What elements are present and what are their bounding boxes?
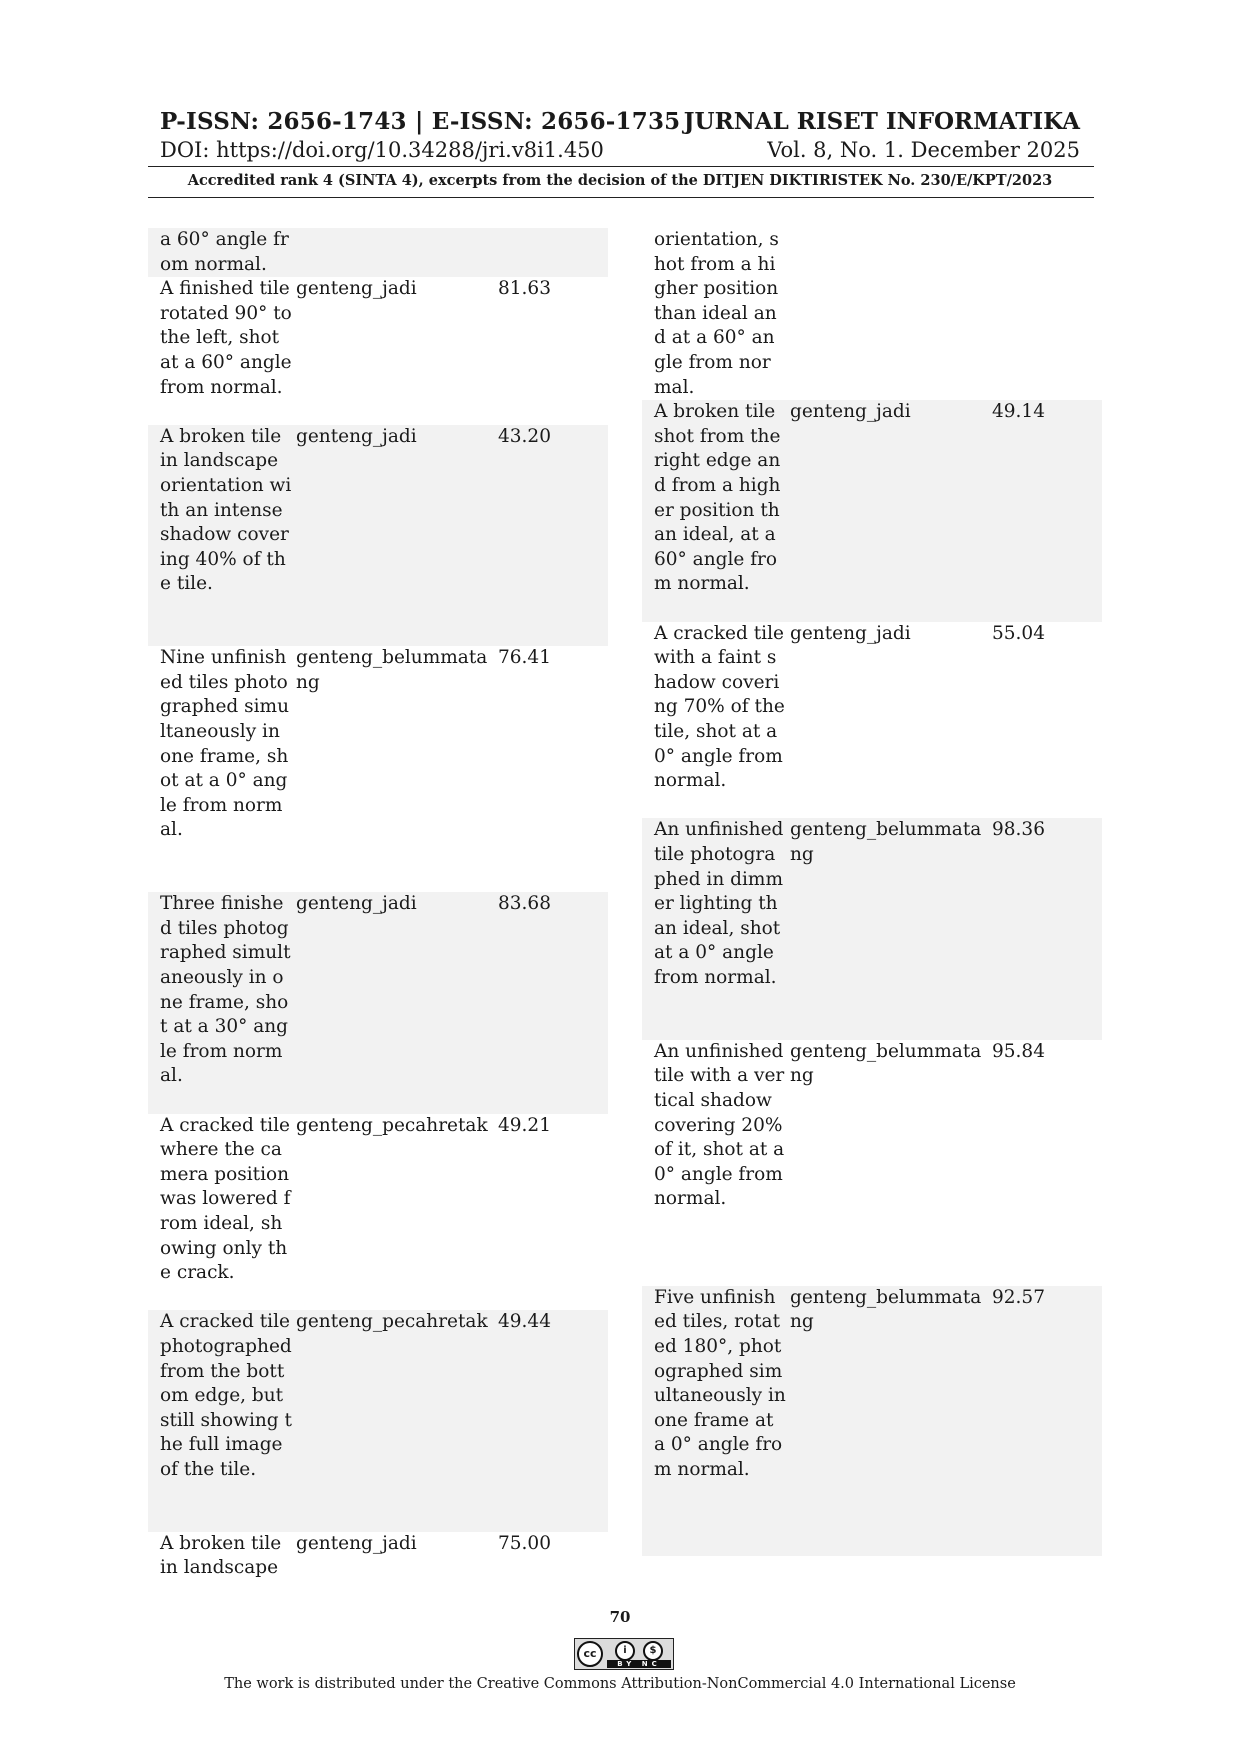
row-confidence: 98.36: [992, 819, 1045, 841]
row-label: genteng_jadi: [790, 401, 911, 423]
license-text: The work is distributed under the Creative Commons Attribution-NonCommercial 4.0 International License: [224, 1676, 1016, 1692]
row-label: genteng_pecahretak: [296, 1311, 488, 1333]
table-row: [148, 1532, 608, 1581]
row-description: A finished tile rotated 90° to the left, shot at a 60° angle from normal.: [160, 278, 292, 398]
volume-line: Vol. 8, No. 1. December 2025: [767, 138, 1080, 162]
row-description: orientation, shot from a higher position than ideal and at a 60° angle from normal.: [654, 229, 779, 398]
row-label: genteng_jadi: [296, 425, 417, 447]
row-label: genteng_jadi: [296, 278, 417, 300]
row-confidence: 49.44: [498, 1311, 551, 1333]
issn-line: P-ISSN: 2656-1743 | E-ISSN: 2656-1735: [160, 108, 681, 135]
row-label: genteng_pecahretak: [296, 1114, 488, 1136]
row-confidence: [494, 228, 608, 277]
row-description: A cracked tile where the camera position was lowered from ideal, showing only the crack.: [160, 1114, 291, 1284]
table-row: [148, 228, 608, 277]
table-row: [642, 622, 1102, 819]
row-label: genteng_belummatang: [790, 1040, 982, 1087]
table-row: [642, 400, 1102, 621]
cc-license-badge: [574, 1638, 674, 1670]
table-row: [642, 1040, 1102, 1286]
header-rule-top: [148, 166, 1094, 167]
cc-badge-strip: BY NC: [607, 1660, 671, 1668]
row-description: A broken tile in landscape: [160, 1532, 282, 1579]
table-row: [148, 646, 608, 892]
row-description: An unfinished tile photographed in dimmer lighting than ideal, shot at a 0° angle from normal.: [654, 819, 784, 988]
attribution-icon: i: [615, 1641, 635, 1661]
journal-title: JURNAL RISET INFORMATIKA: [683, 108, 1080, 135]
header-rule-bottom: [148, 197, 1094, 198]
row-label: genteng_belummatang: [790, 819, 982, 865]
row-description: A cracked tile photographed from the bottom edge, but still showing the full image of the tile.: [160, 1311, 292, 1480]
row-confidence: 49.21: [498, 1114, 551, 1136]
row-label: genteng_jadi: [790, 622, 911, 644]
row-confidence: 43.20: [498, 425, 551, 447]
row-confidence: 81.63: [498, 278, 551, 300]
row-description: Three finished tiles photographed simultaneously in one frame, shot at a 30° angle from normal.: [160, 893, 291, 1087]
row-confidence: [988, 228, 1102, 400]
accreditation-line: Accredited rank 4 (SINTA 4), excerpts from the decision of the DITJEN DIKTIRISTEK No. 230/E/KPT/2023: [187, 172, 1053, 189]
table-row: [642, 228, 1102, 400]
table-column-right: [642, 228, 1102, 1556]
row-label: genteng_jadi: [296, 1532, 417, 1554]
row-label: genteng_belummatang: [296, 647, 488, 693]
doi-line: DOI: https://doi.org/10.34288/jri.v8i1.450: [160, 138, 604, 162]
row-confidence: 95.84: [992, 1040, 1045, 1062]
row-confidence: 92.57: [992, 1286, 1045, 1308]
row-label: genteng_belummatang: [790, 1286, 982, 1333]
row-description: Nine unfinished tiles photographed simultaneously in one frame, shot at a 0° angle from normal.: [160, 647, 290, 841]
row-description: a 60° angle from normal.: [160, 229, 289, 275]
table-row: [148, 277, 608, 425]
row-label: [786, 228, 988, 400]
row-description: Five unfinished tiles, rotated 180°, photographed simultaneously in one frame at a 0° angle from normal.: [654, 1286, 786, 1480]
table-row: [148, 425, 608, 646]
table-row: [148, 892, 608, 1113]
noncommercial-icon: $: [643, 1641, 663, 1661]
row-description: An unfinished tile with a vertical shadow covering 20% of it, shot at a 0° angle from normal.: [654, 1040, 785, 1210]
row-confidence: 83.68: [498, 893, 551, 915]
row-confidence: 76.41: [498, 647, 551, 669]
row-label: genteng_jadi: [296, 893, 417, 915]
row-confidence: 75.00: [498, 1532, 551, 1554]
table-row: [148, 1310, 608, 1531]
row-confidence: 55.04: [992, 622, 1045, 644]
table-row: [642, 818, 1102, 1039]
cc-icon: cc: [577, 1641, 603, 1667]
table-row: [642, 1286, 1102, 1557]
row-confidence: 49.14: [992, 401, 1045, 423]
table-column-left: [148, 228, 608, 1581]
row-label: [292, 228, 494, 277]
row-description: A broken tile shot from the right edge and from a higher position than ideal, at a 60° angle from normal.: [654, 401, 781, 595]
row-description: A broken tile in landscape orientation with an intense shadow covering 40% of the tile.: [160, 425, 292, 595]
table-row: [148, 1114, 608, 1311]
page-number: 70: [609, 1608, 631, 1626]
row-description: A cracked tile with a faint shadow covering 70% of the tile, shot at a 0° angle from normal.: [654, 622, 785, 792]
